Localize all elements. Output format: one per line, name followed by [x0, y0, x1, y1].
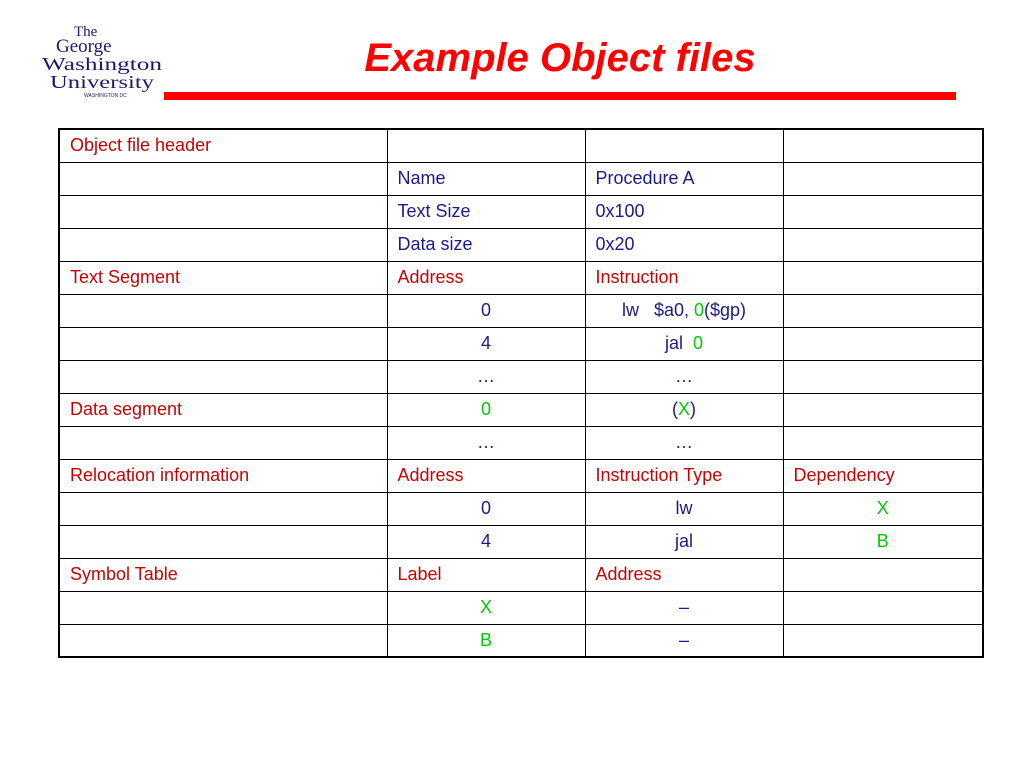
column-heading: Dependency	[783, 459, 983, 492]
table-row	[59, 393, 983, 426]
header-field: Name	[387, 162, 585, 195]
title-underline	[164, 92, 956, 100]
symbol-label: B	[387, 624, 585, 657]
column-heading: Address	[387, 459, 585, 492]
logo-line-dc: WASHINGTON DC	[84, 93, 127, 99]
table-row	[59, 459, 983, 492]
table-row	[59, 492, 983, 525]
table-row	[59, 195, 983, 228]
text-instruction: jal 0	[585, 327, 783, 360]
table-row	[59, 327, 983, 360]
column-heading: Label	[387, 558, 585, 591]
reloc-type: lw	[585, 492, 783, 525]
reloc-dependency: X	[783, 492, 983, 525]
table-row	[59, 525, 983, 558]
section-label-data-segment: Data segment	[59, 393, 387, 426]
column-heading: Address	[585, 558, 783, 591]
table-row	[59, 129, 983, 162]
header-value: 0x20	[585, 228, 783, 261]
table-row	[59, 162, 983, 195]
column-heading: Address	[387, 261, 585, 294]
logo-line-george: George	[56, 36, 112, 57]
symbol-label: X	[387, 591, 585, 624]
reloc-address: 4	[387, 525, 585, 558]
text-address: 0	[387, 294, 585, 327]
section-label-symbol-table: Symbol Table	[59, 558, 387, 591]
table-row	[59, 624, 983, 657]
table-row	[59, 591, 983, 624]
reloc-type: jal	[585, 525, 783, 558]
object-file-table	[58, 128, 984, 658]
symbol-address: –	[585, 591, 783, 624]
reloc-address: 0	[387, 492, 585, 525]
table-row	[59, 360, 983, 393]
header-value: 0x100	[585, 195, 783, 228]
table-row	[59, 261, 983, 294]
section-label-text-segment: Text Segment	[59, 261, 387, 294]
text-instruction: …	[585, 360, 783, 393]
text-address: 4	[387, 327, 585, 360]
table-row	[59, 426, 983, 459]
column-heading: Instruction	[585, 261, 783, 294]
symbol-address: –	[585, 624, 783, 657]
logo-line-university: University	[50, 72, 154, 92]
table-row	[59, 294, 983, 327]
text-instruction: lw $a0, 0($gp)	[585, 294, 783, 327]
header-field: Text Size	[387, 195, 585, 228]
reloc-dependency: B	[783, 525, 983, 558]
logo-line-the: The	[74, 24, 98, 40]
header-field: Data size	[387, 228, 585, 261]
section-label-object-header: Object file header	[59, 129, 387, 162]
text-address: …	[387, 360, 585, 393]
slide-title: Example Object files	[364, 36, 756, 80]
data-value: (X)	[585, 393, 783, 426]
data-address: …	[387, 426, 585, 459]
gwu-logo	[40, 22, 164, 100]
data-address: 0	[387, 393, 585, 426]
header-value: Procedure A	[585, 162, 783, 195]
section-label-relocation: Relocation information	[59, 459, 387, 492]
table-row	[59, 228, 983, 261]
data-value: …	[585, 426, 783, 459]
logo-line-washington: Washington	[42, 54, 162, 74]
column-heading: Instruction Type	[585, 459, 783, 492]
table-row	[59, 558, 983, 591]
